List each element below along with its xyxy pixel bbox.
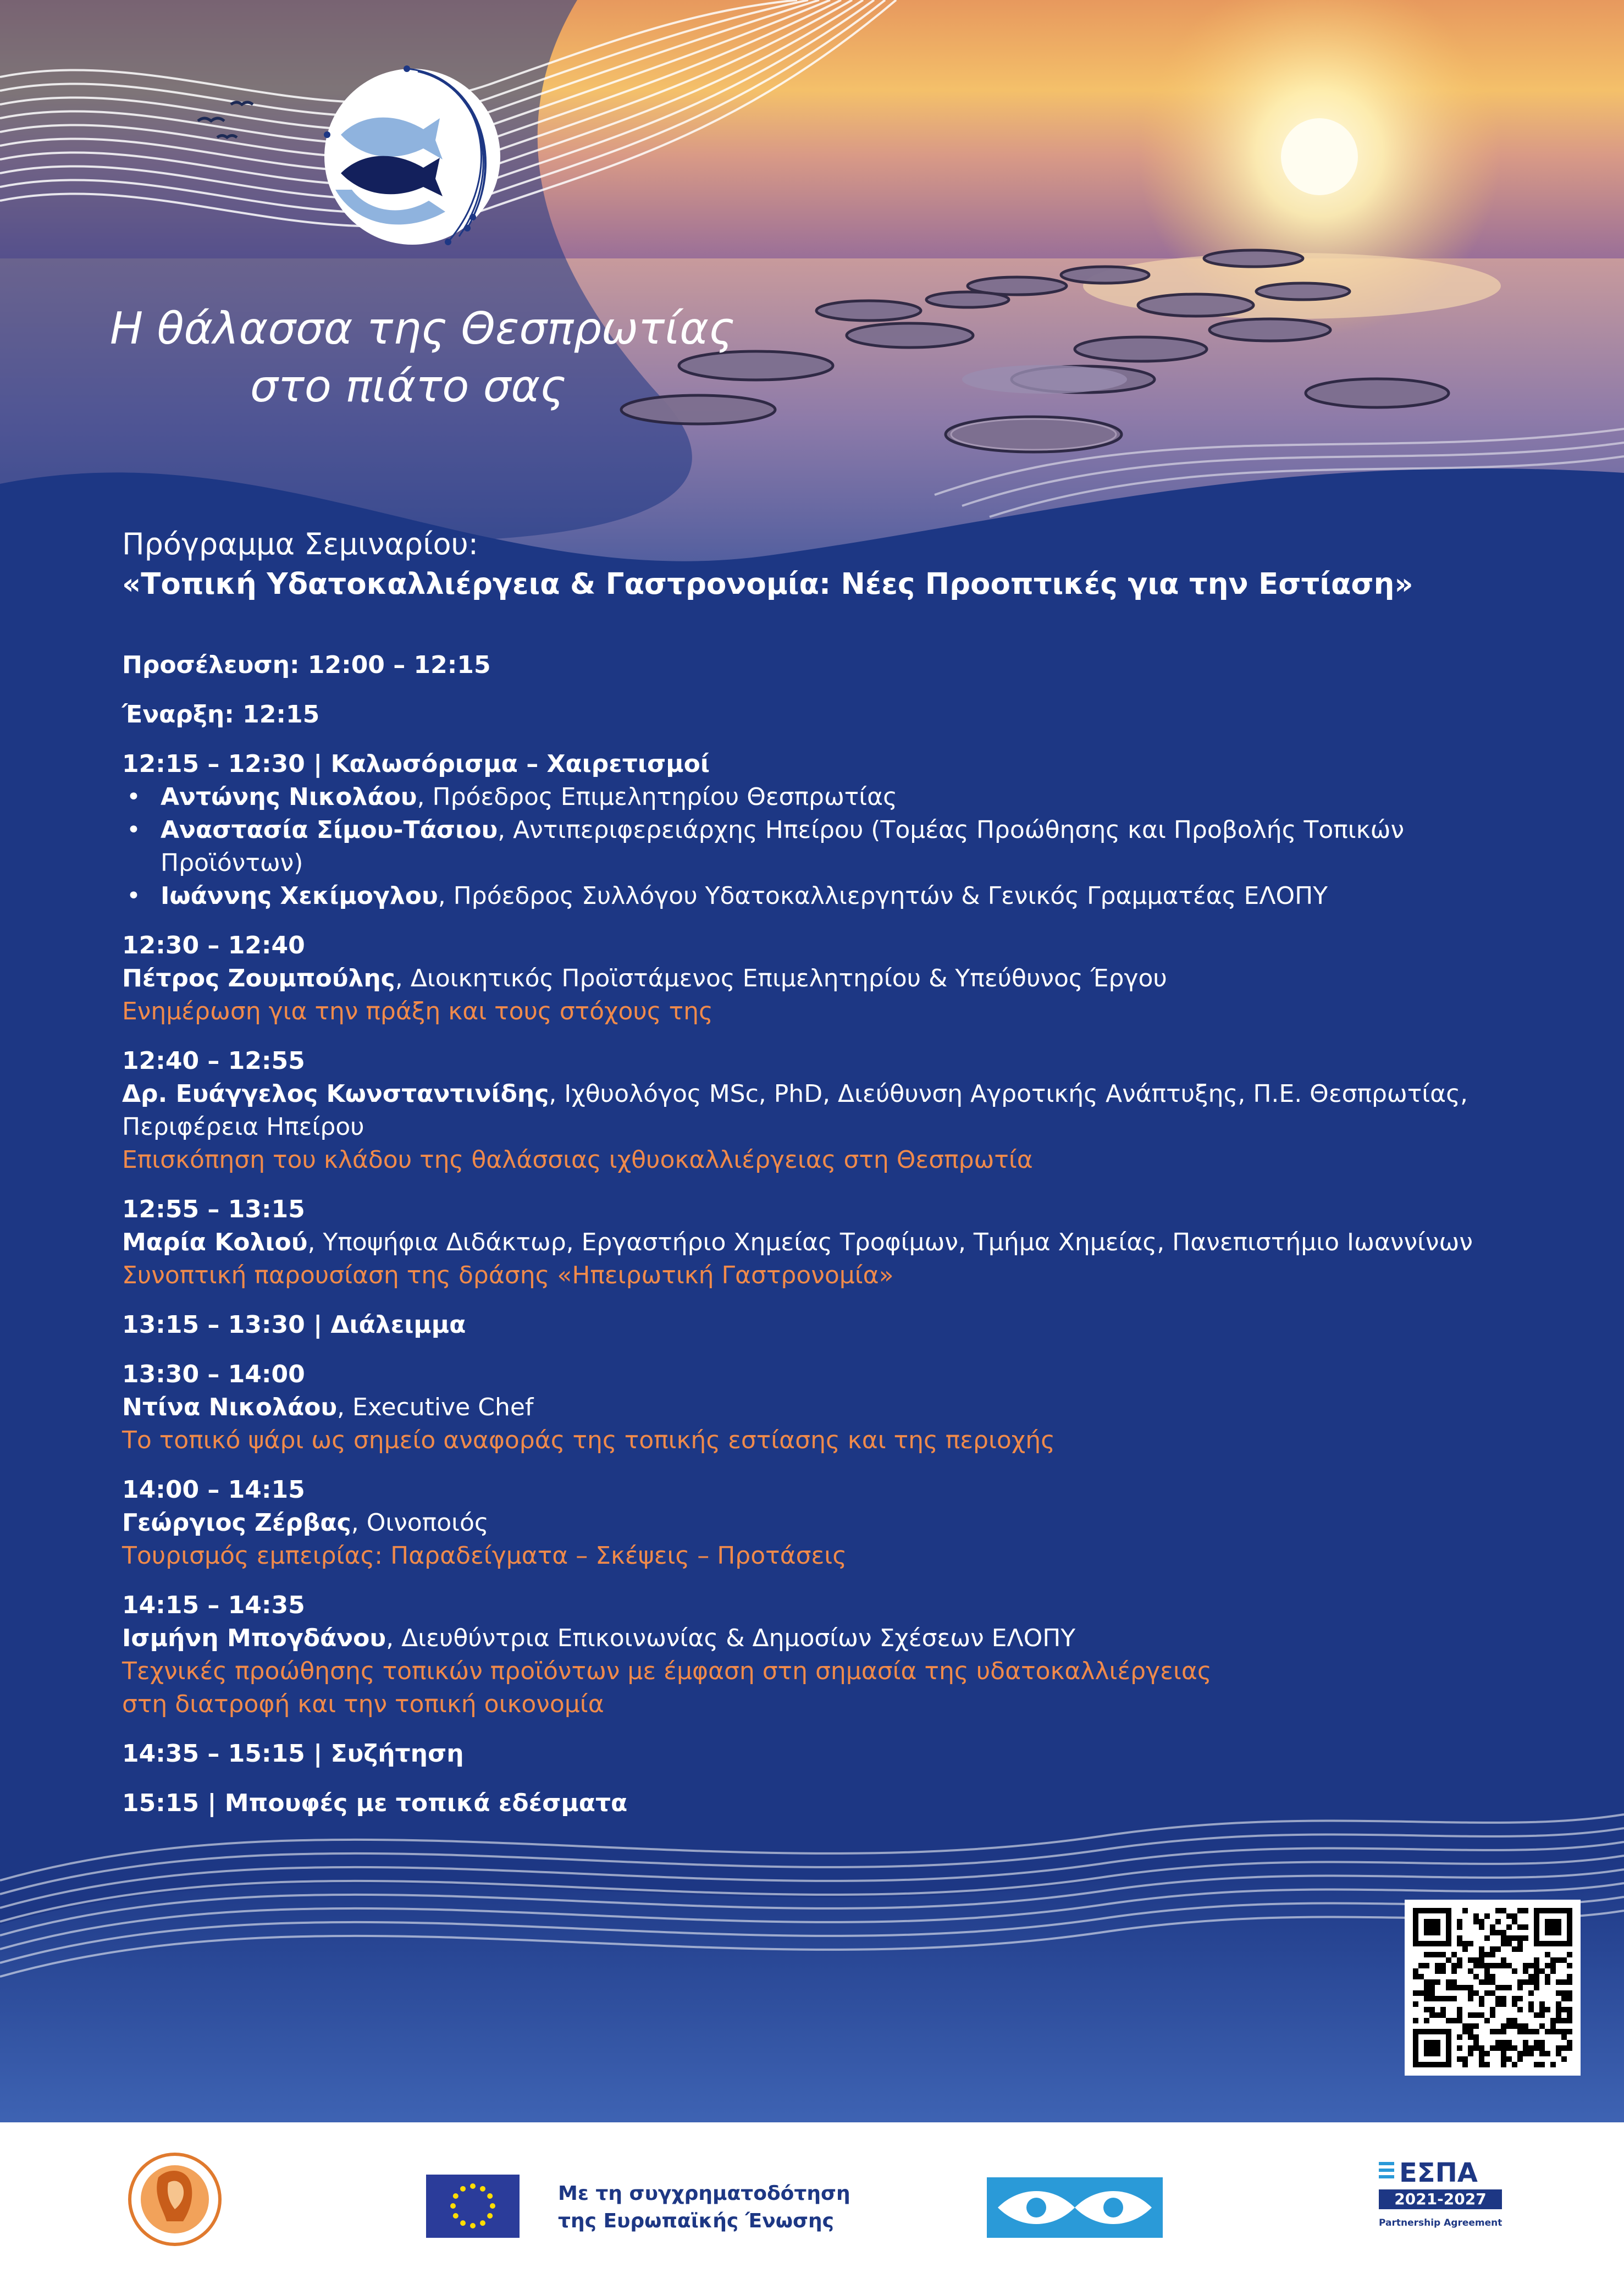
session-time: 12:15 – 12:30 | Καλωσόρισμα – Χαιρετισμοί <box>122 750 710 778</box>
eu-cofunding-text <box>558 2180 850 2235</box>
eu-star-icon <box>480 2220 485 2226</box>
eu-star-icon <box>470 2183 476 2189</box>
speaker-name: Ισμήνη Μπογδάνου <box>122 1624 386 1652</box>
qr-code[interactable] <box>1405 1900 1581 2076</box>
eu-flag-icon <box>426 2175 520 2238</box>
speaker-name: Ιωάννης Χεκίμογλου <box>161 882 438 910</box>
eu-star-icon <box>460 2220 466 2226</box>
chamber-logo <box>125 2144 224 2254</box>
speaker-name: Πέτρος Ζουμπούλης <box>122 964 395 992</box>
speaker-role: , Πρόεδρος Επιμελητηρίου Θεσπρωτίας <box>417 783 898 811</box>
espa-years: 2021-2027 <box>1394 2190 1487 2208</box>
session-topic: Τουρισμός εμπειρίας: Παραδείγματα – Σκέψεις – Προτάσεις <box>122 1542 847 1570</box>
session-time: 12:40 – 12:55 <box>122 1047 305 1075</box>
speaker-item <box>122 814 1540 847</box>
seminar-title: «Τοπική Υδατοκαλλιέργεια & Γαστρονομία: Νέες Προοπτικές για την Εστίαση» <box>122 567 1413 601</box>
tagline-line-2: στο πιάτο σας <box>250 361 566 412</box>
session-time: 12:55 – 13:15 <box>122 1195 305 1223</box>
eu-star-icon <box>453 2213 459 2219</box>
speaker-role: , Διοικητικός Προϊστάμενος Επιμελητηρίου & Υπεύθυνος Έργου <box>395 964 1167 992</box>
speaker-name: Ντίνα Νικολάου <box>122 1393 338 1421</box>
speaker-item <box>122 781 1540 814</box>
speaker-role: , Οινοποιός <box>351 1509 489 1537</box>
speaker-role: , Υποψήφια Διδάκτωρ, Εργαστήριο Χημείας Τροφίμων, Τμήμα Χημείας, Πανεπιστήμιο Ιωαννίνων <box>307 1228 1473 1256</box>
session-topic: Επισκόπηση του κλάδου της θαλάσσιας ιχθυοκαλλιέργειας στη Θεσπρωτία <box>122 1146 1033 1174</box>
session-topic: Τεχνικές προώθησης τοπικών προϊόντων με έμφαση στη σημασία της υδατοκαλλιέργειας <box>122 1657 1212 1685</box>
speaker-role: , Executive Chef <box>337 1393 534 1421</box>
speaker-item <box>122 880 1540 913</box>
eu-star-icon <box>487 2213 493 2219</box>
elopy-logo <box>987 2177 1163 2238</box>
qr-code-icon <box>1405 1900 1581 2076</box>
speaker-name: Γεώργιος Ζέρβας <box>122 1509 351 1537</box>
eu-star-icon <box>450 2203 456 2209</box>
speaker-name: Αντώνης Νικολάου <box>161 783 417 811</box>
agenda <box>122 649 1540 1820</box>
agenda-session-1 <box>122 929 1540 1028</box>
session-topic-continued: στη διατροφή και την τοπική οικονομία <box>122 1690 604 1718</box>
espa-subtitle: Partnership Agreement <box>1379 2217 1503 2228</box>
agenda-break: 13:15 – 13:30 | Διάλειμμα <box>122 1311 466 1339</box>
tagline-line-1: Η θάλασσα της Θεσπρωτίας <box>110 303 734 354</box>
agenda-session-4 <box>122 1358 1540 1457</box>
session-topic: Το τοπικό ψάρι ως σημείο αναφοράς της τοπικής εστίασης και της περιοχής <box>122 1426 1055 1454</box>
eu-text-line-1: Με τη συγχρηματοδότηση <box>558 2182 850 2205</box>
agenda-buffet: 15:15 | Μπουφές με τοπικά εδέσματα <box>122 1789 628 1817</box>
eu-star-icon <box>460 2186 466 2192</box>
tagline <box>110 300 770 415</box>
agenda-start: Έναρξη: 12:15 <box>122 700 320 729</box>
agenda-session-3 <box>122 1193 1540 1292</box>
agenda-arrival: Προσέλευση: 12:00 – 12:15 <box>122 651 491 679</box>
agenda-session-6 <box>122 1589 1540 1721</box>
speaker-name: Αναστασία Σίμου-Τάσιου <box>161 816 498 844</box>
espa-logo <box>1374 2155 1506 2243</box>
eu-star-icon <box>453 2193 459 2199</box>
session-topic: Ενημέρωση για την πράξη και τους στόχους της <box>122 997 713 1025</box>
seminar-logo <box>308 52 517 261</box>
speaker-role: , Πρόεδρος Συλλόγου Υδατοκαλλιεργητών & Γενικός Γραμματέας ΕΛΟΠΥ <box>438 882 1328 910</box>
eu-text-line-2: της Ευρωπαϊκής Ένωσης <box>558 2210 835 2232</box>
speaker-name: Δρ. Ευάγγελος Κωνσταντινίδης <box>122 1080 549 1108</box>
agenda-session-welcome <box>122 748 1540 913</box>
session-time: 13:30 – 14:00 <box>122 1360 305 1388</box>
session-time: 12:30 – 12:40 <box>122 931 305 959</box>
seminar-header <box>122 525 1551 605</box>
session-topic: Συνοπτική παρουσίαση της δράσης «Ηπειρωτική Γαστρονομία» <box>122 1261 894 1289</box>
agenda-session-2 <box>122 1045 1540 1177</box>
espa-title: ΕΣΠΑ <box>1399 2158 1478 2188</box>
eu-star-icon <box>470 2223 476 2228</box>
eu-star-icon <box>480 2186 485 2192</box>
session-time: 14:15 – 14:35 <box>122 1591 305 1619</box>
agenda-discussion: 14:35 – 15:15 | Συζήτηση <box>122 1740 464 1768</box>
speaker-role-continued: Προϊόντων) <box>161 849 303 877</box>
speaker-role: , Διευθύντρια Επικοινωνίας & Δημοσίων Σχέσεων ΕΛΟΠΥ <box>386 1624 1076 1652</box>
eu-star-icon <box>487 2193 493 2199</box>
speaker-role-continued: Περιφέρεια Ηπείρου <box>122 1113 364 1141</box>
speaker-role: , Ιχθυολόγος MSc, PhD, Διεύθυνση Αγροτικής Ανάπτυξης, Π.Ε. Θεσπρωτίας, <box>549 1080 1468 1108</box>
session-time: 14:00 – 14:15 <box>122 1476 305 1504</box>
eu-star-icon <box>490 2203 495 2209</box>
seminar-subtitle: Πρόγραμμα Σεμιναρίου: <box>122 527 478 561</box>
speaker-role: , Αντιπεριφερειάρχης Ηπείρου (Τομέας Προώθησης και Προβολής Τοπικών <box>498 816 1405 844</box>
agenda-session-5 <box>122 1474 1540 1573</box>
speaker-name: Μαρία Κολιού <box>122 1228 308 1256</box>
